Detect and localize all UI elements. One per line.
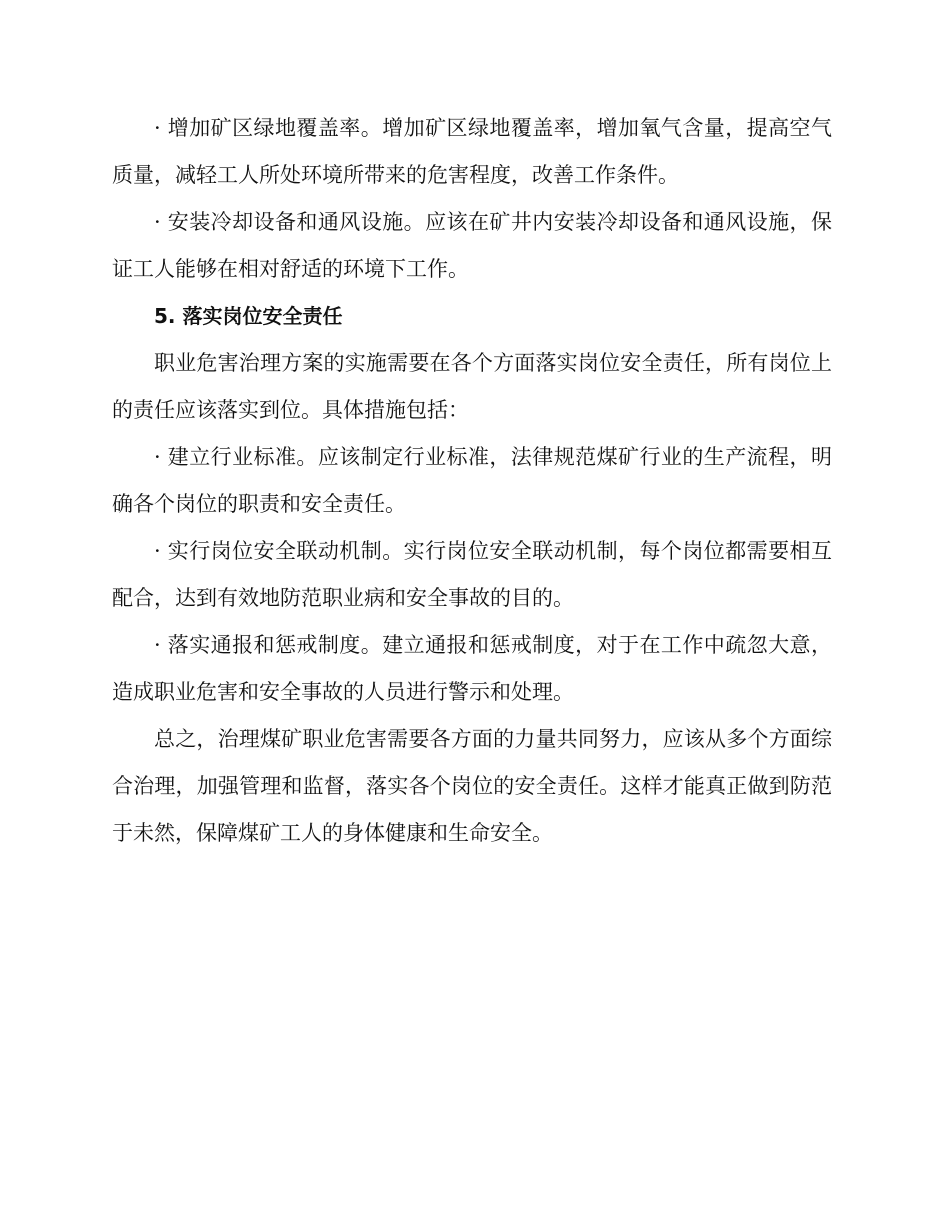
paragraph-cooling-ventilation: · 安装冷却设备和通风设施。应该在矿井内安装冷却设备和通风设施，保证工人能够在相对舒适的环境下工作。	[112, 210, 832, 281]
paragraph-industry-standard: · 建立行业标准。应该制定行业标准，法律规范煤矿行业的生产流程，明确各个岗位的职责和安全责任。	[112, 445, 832, 516]
document-page	[112, 105, 832, 857]
paragraph-conclusion: 总之，治理煤矿职业危害需要各方面的力量共同努力，应该从多个方面综合治理，加强管理和监督，落实各个岗位的安全责任。这样才能真正做到防范于未然，保障煤矿工人的身体健康和生命安全。	[112, 727, 832, 845]
paragraph-green-coverage: · 增加矿区绿地覆盖率。增加矿区绿地覆盖率，增加氧气含量，提高空气质量，减轻工人所处环境所带来的危害程度，改善工作条件。	[112, 116, 832, 187]
paragraph-linkage-mechanism: · 实行岗位安全联动机制。实行岗位安全联动机制，每个岗位都需要相互配合，达到有效地防范职业病和安全事故的目的。	[112, 539, 832, 610]
section-heading: 5. 落实岗位安全责任	[154, 304, 343, 328]
paragraph-notification-penalty: · 落实通报和惩戒制度。建立通报和惩戒制度，对于在工作中疏忽大意，造成职业危害和安全事故的人员进行警示和处理。	[112, 633, 832, 704]
paragraph-intro: 职业危害治理方案的实施需要在各个方面落实岗位安全责任，所有岗位上的责任应该落实到位。具体措施包括：	[112, 351, 832, 422]
